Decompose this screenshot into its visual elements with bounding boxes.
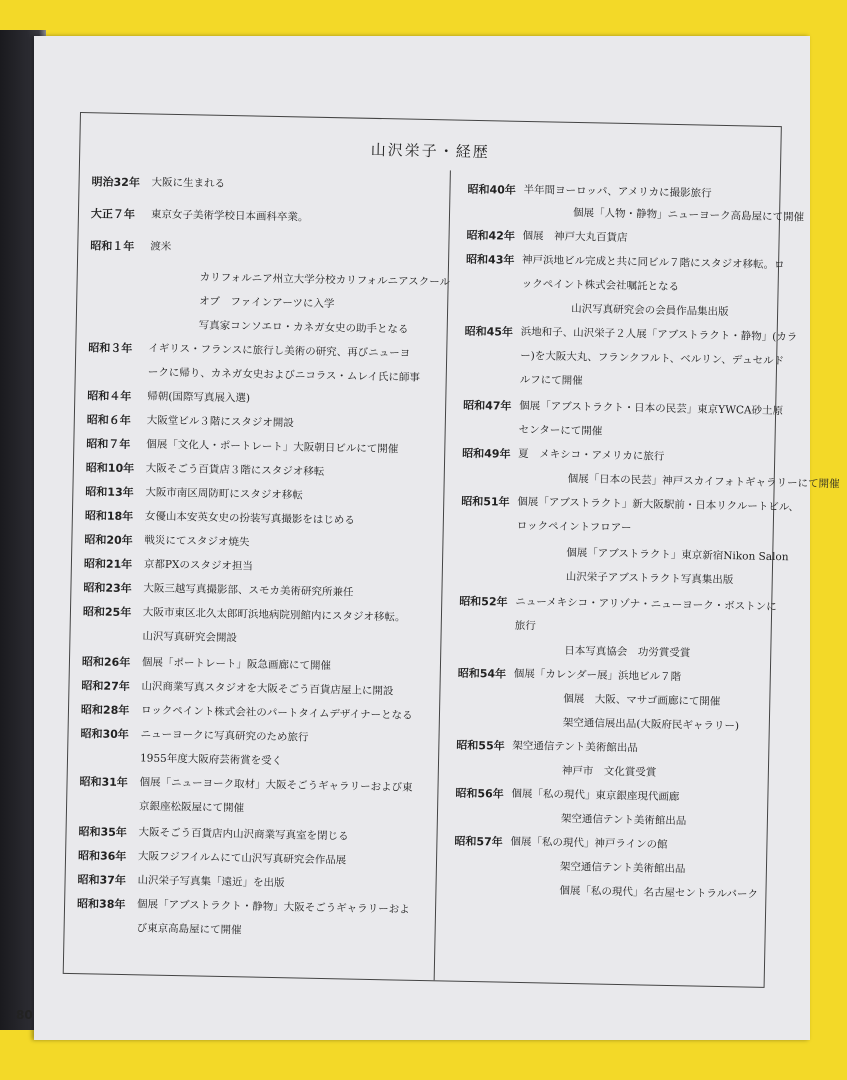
entry-year: 昭和４年 <box>87 389 132 404</box>
entry-year: 昭和３年 <box>88 341 133 356</box>
entry-year: 昭和28年 <box>80 703 130 718</box>
entry-text: 旅行 <box>514 619 536 633</box>
entry-text: 個展「カレンダー展」浜地ビル７階 <box>513 667 682 684</box>
entry-text: 大阪堂ビル３階にスタジオ開設 <box>146 414 294 430</box>
page-number: 80 <box>16 1008 33 1022</box>
entry-year: 昭和18年 <box>84 509 134 524</box>
entry-year: 昭和45年 <box>464 324 514 339</box>
entry-text: 個展「日本の民芸」神戸スカイフォトギャラリーにて開催 <box>567 472 840 491</box>
entry-text: 個展「アブストラクト」東京新宿Nikon Salon <box>566 546 789 564</box>
entry-text: 写真家コンソエロ・カネガ女史の助手となる <box>198 319 409 336</box>
entry-text: 架空通信テント美術館出品 <box>560 812 687 828</box>
entry-text: 大阪フジフイルムにて山沢写真研究会作品展 <box>137 850 347 867</box>
entry-text: 大阪三越写真撮影部、スモカ美術研究所兼任 <box>143 582 354 599</box>
entry-text: 京都PXのスタジオ担当 <box>143 558 254 573</box>
entry-text: 大阪そごう百貨店内山沢商業写真室を閉じる <box>138 826 349 843</box>
entry-text: 山沢商業写真スタジオを大阪そごう百貨店屋上に開設 <box>141 680 394 698</box>
entry-year: 昭和21年 <box>83 557 133 572</box>
entry-year: 昭和35年 <box>78 825 127 840</box>
entry-year: 昭和20年 <box>84 533 133 548</box>
entry-text: 帰朝(国際写真展入選) <box>147 390 251 405</box>
entry-text: 渡米 <box>150 240 172 253</box>
entry-year: 昭和10年 <box>85 461 135 476</box>
entry-year: 昭和６年 <box>86 413 131 428</box>
entry-text: ロックペイントフロアー <box>516 519 632 535</box>
entry-year: 昭和47年 <box>463 398 512 413</box>
entry-text: 個展「文化人・ポートレート」大阪朝日ビルにて開催 <box>146 438 399 456</box>
entry-year: 昭和１年 <box>90 239 135 254</box>
column-divider <box>434 170 451 980</box>
entry-year: 昭和23年 <box>83 581 132 596</box>
entry-text: 山沢写真研究会の会員作品集出版 <box>571 302 729 319</box>
entry-year: 昭和27年 <box>81 679 130 694</box>
entry-year: 昭和55年 <box>456 738 505 753</box>
entry-text: 神戸浜地ビル完成と共に同ビル７階にスタジオ移転。ロ <box>522 253 785 272</box>
timeline-entry <box>458 177 778 200</box>
entry-year: 昭和56年 <box>455 786 504 801</box>
entry-text: 大阪市南区周防町にスタジオ移転 <box>145 486 303 502</box>
entry-year: 昭和42年 <box>466 228 516 243</box>
entry-year: 昭和37年 <box>77 873 127 888</box>
entry-text: 架空通信テント美術館出品 <box>559 860 686 876</box>
entry-text: 個展 大阪、マサゴ画廊にて開催 <box>563 692 721 708</box>
left-column <box>76 169 451 937</box>
timeline-entry <box>79 233 439 254</box>
entry-text: 浜地和子、山沢栄子２人展「アブストラクト・静物」(カラ <box>520 325 798 344</box>
entry-text: 京銀座松阪屋にて開催 <box>138 800 245 815</box>
timeline-entry <box>78 263 451 336</box>
entry-year: 昭和30年 <box>80 727 129 742</box>
entry-text: 大阪そごう百貨店３階にスタジオ移転 <box>145 462 325 478</box>
entry-text: 山沢写真研究会開設 <box>142 630 238 645</box>
biography-frame <box>63 112 840 988</box>
entry-text: 山沢栄子アブストラクト写真集出版 <box>565 570 734 587</box>
entry-text: 個展「私の現代」東京銀座現代画廊 <box>511 787 680 804</box>
entry-text: 個展「人物・静物」ニューヨーク高島屋にて開催 <box>572 206 805 224</box>
entry-year: 昭和52年 <box>459 594 508 609</box>
entry-text: 架空通信展出品(大阪府民ギャラリー) <box>562 716 740 733</box>
entry-text: 個展「私の現代」神戸ラインの館 <box>510 835 668 851</box>
entry-year: 昭和26年 <box>81 655 131 670</box>
entry-text: 山沢栄子写真集「遠近」を出版 <box>137 874 285 890</box>
entry-text: 夏 メキシコ・アメリカに旅行 <box>518 447 665 463</box>
entry-text: び東京高島屋にて開催 <box>136 922 242 937</box>
entry-text: 個展「アブストラクト・日本の民芸」東京YWCA砂土原 <box>519 399 784 418</box>
entry-text: オブ ファインアーツに入学 <box>199 295 335 311</box>
entry-text: ー)を大阪大丸、フランクフルト、ベルリン、デュセルド <box>520 349 785 368</box>
entry-text: 個展「私の現代」名古屋セントラルパーク <box>559 884 759 901</box>
entry-year: 昭和31年 <box>79 775 128 790</box>
entry-text: イギリス・フランスに旅行し美術の研究、再びニューヨ <box>148 342 411 360</box>
entry-year: 昭和40年 <box>467 182 516 197</box>
entry-text: カリフォルニア州立大学分校カリフォルニアスクール <box>199 271 451 289</box>
entry-text: 個展「アブストラクト・静物」大阪そごうギャラリーおよ <box>136 898 410 916</box>
entry-text: 大阪市東区北久太郎町浜地病院別館内にスタジオ移転。 <box>142 606 406 624</box>
entry-text: 神戸市 文化賞受賞 <box>561 764 657 779</box>
entry-year: 明治32年 <box>91 175 141 190</box>
entry-text: ークに帰り、カネガ女史およびニコラス・ムレイ氏に師事 <box>147 366 421 384</box>
entry-text: 個展「ニューヨーク取材」大阪そごうギャラリーおよび東 <box>139 776 413 794</box>
entry-year: 大正７年 <box>90 207 136 222</box>
entry-text: ックペイント株式会社嘱託となる <box>521 277 680 294</box>
entry-text: 戦災にてスタジオ焼失 <box>144 534 250 549</box>
entry-text: 半年間ヨーロッパ、アメリカに撮影旅行 <box>523 183 712 200</box>
right-column <box>454 177 840 901</box>
entry-text: ニューメキシコ・アリゾナ・ニューヨーク・ボストンに <box>515 595 777 614</box>
entry-year: 昭和51年 <box>461 494 510 509</box>
entry-text: 個展 神戸大丸百貨店 <box>522 229 628 245</box>
entry-text: センターにて開催 <box>518 423 603 438</box>
entry-year: 昭和43年 <box>465 252 515 267</box>
entry-year: 昭和57年 <box>454 834 503 849</box>
entry-text: 大阪に生まれる <box>151 176 226 190</box>
timeline-entry <box>79 201 439 224</box>
entry-text: ニューヨークに写真研究のため旅行 <box>140 728 309 744</box>
entry-text: 架空通信テント美術館出品 <box>512 739 638 755</box>
entry-year: 昭和13年 <box>85 485 134 500</box>
entry-text: 個展「ポートレート」阪急画廊にて開催 <box>141 656 332 673</box>
timeline-entry <box>80 169 440 190</box>
page-title: 山沢栄子・経歴 <box>370 140 490 162</box>
entry-text: 1955年度大阪府芸術賞を受く <box>139 752 283 768</box>
entry-year: 昭和７年 <box>86 437 131 452</box>
entry-year: 昭和49年 <box>462 446 511 461</box>
entry-year: 昭和36年 <box>77 849 127 864</box>
entry-text: 女優山本安英女史の扮装写真撮影をはじめる <box>144 510 355 527</box>
entry-year: 昭和25年 <box>82 605 132 620</box>
entry-text: 日本写真協会 功労賞受賞 <box>564 644 691 660</box>
entry-year: 昭和38年 <box>76 897 126 912</box>
entry-text: 個展「アブストラクト」新大阪駅前・日本リクルートビル、 <box>517 495 800 514</box>
entry-text: ロックペイント株式会社のパートタイムデザイナーとなる <box>140 704 413 722</box>
entry-text: 東京女子美術学校日本画科卒業。 <box>150 208 309 224</box>
entry-text: ルフにて開催 <box>519 373 583 388</box>
entry-year: 昭和54年 <box>457 666 507 681</box>
